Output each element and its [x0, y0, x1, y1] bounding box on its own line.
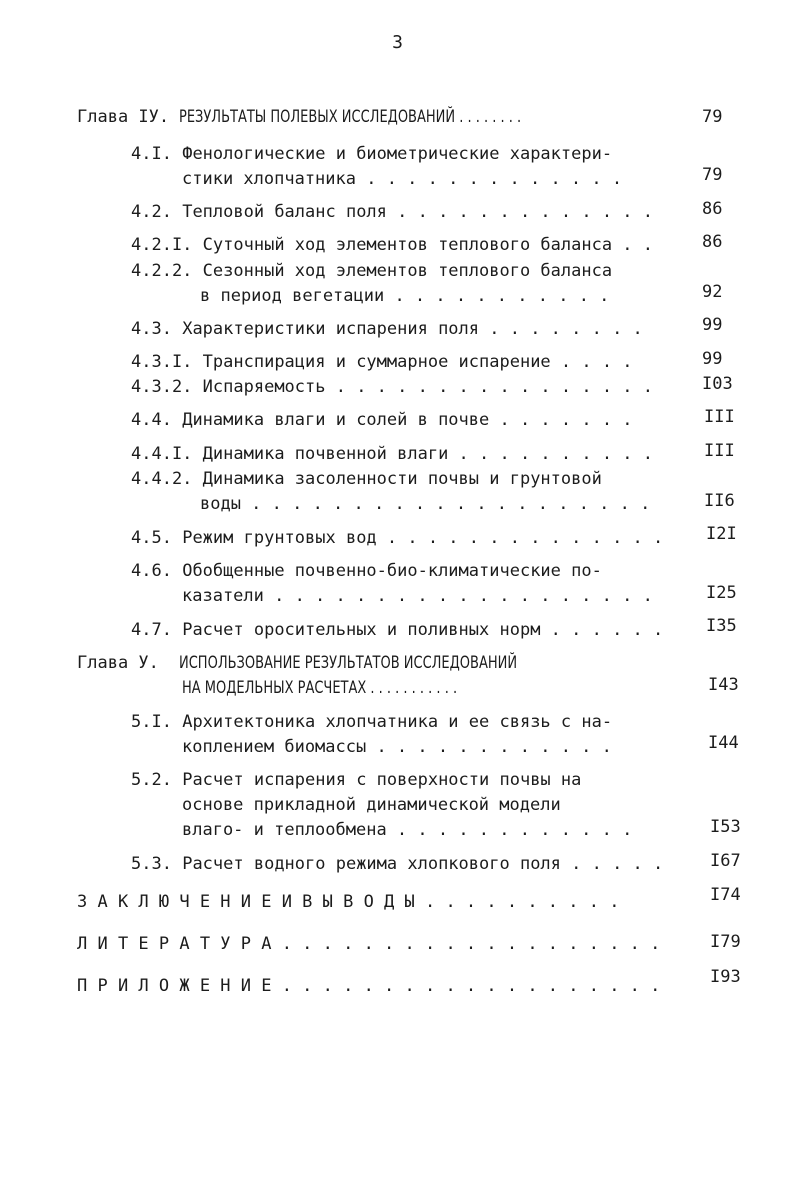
page-ref: I43 [708, 675, 739, 695]
page-ref: 99 [702, 349, 723, 369]
page-ref: I67 [710, 851, 741, 871]
toc-entry-chapter-4 [77, 106, 582, 128]
section-title-line: Режим грунтовых вод . . . . . . . . . . . . . . [182, 528, 664, 548]
page-ref: I35 [706, 616, 737, 636]
page-ref: II6 [704, 491, 735, 511]
section-number: 4.3.I. [131, 352, 193, 372]
section-title-line: Испаряемость . . . . . . . . . . . . . . . . [202, 377, 654, 397]
section-number: 4.5. [131, 528, 172, 548]
page-ref: I93 [710, 967, 741, 987]
page-ref: I53 [710, 817, 741, 837]
page-ref: 86 [702, 232, 723, 252]
section-title-line: Суточный ход элементов теплового баланса . . [202, 235, 654, 255]
section-title-line: Фенологические и биометрические характери- [182, 144, 613, 164]
section-title-line: Динамика засоленности почвы и грунтовой [202, 469, 602, 489]
chapter-title: ИСПОЛЬЗОВАНИЕ РЕЗУЛЬТАТОВ ИССЛЕДОВАНИЙ [179, 653, 518, 673]
toc-entry-literature: Л И Т Е Р А Т У Р А . . . . . . . . . . . . . . . . . . . [77, 934, 661, 954]
section-title-line: коплением биомассы . . . . . . . . . . . . [182, 737, 612, 757]
toc-entry-5-3 [131, 853, 663, 875]
section-title-line: Расчет водного режима хлопкового поля . . . . . [182, 854, 664, 874]
toc-entry-4-1 [131, 143, 612, 165]
section-title-line: Сезонный ход элементов теплового баланса [202, 261, 613, 281]
page-ref: 79 [702, 165, 723, 185]
toc-entry-4-5 [131, 527, 663, 549]
page-ref: 99 [702, 315, 723, 335]
page-ref: I74 [710, 885, 741, 905]
chapter-number: Глава У. [77, 653, 159, 673]
section-number: 4.2.2. [131, 261, 193, 281]
toc-entry-4-4-2 [131, 468, 602, 490]
section-title-line: основе прикладной динамической модели [182, 795, 561, 815]
toc-entry-4-3-2 [131, 376, 653, 398]
toc-entry-5-2 [131, 769, 581, 791]
page-ref: 79 [702, 107, 723, 127]
section-title-line: воды . . . . . . . . . . . . . . . . . . . . [200, 494, 651, 514]
section-title-line: влаго- и теплообмена . . . . . . . . . . . . [182, 820, 633, 840]
section-number: 4.4.2. [131, 469, 193, 489]
page-ref: 86 [702, 199, 723, 219]
section-title-line: Расчет оросительных и поливных норм . . . . . . [182, 620, 664, 640]
section-number: 5.2. [131, 770, 172, 790]
section-title-line: стики хлопчатника . . . . . . . . . . . . . [182, 169, 623, 189]
page-ref: I03 [702, 374, 733, 394]
toc-entry-appendix: П Р И Л О Ж Е Н И Е . . . . . . . . . . . . . . . . . . . [77, 976, 661, 996]
section-number: 5.3. [131, 854, 172, 874]
page-ref: I79 [710, 932, 741, 952]
toc-entry-5-1 [131, 711, 612, 733]
page-ref: I25 [706, 583, 737, 603]
section-number: 4.2. [131, 202, 172, 222]
toc-entry-conclusion: З А К Л Ю Ч Е Н И Е И В Ы В О Д Ы . . . . . . . . . . [77, 892, 620, 912]
page-number: 3 [392, 32, 403, 53]
section-number: 4.2.I. [131, 235, 193, 255]
page-ref: I2I [706, 524, 737, 544]
toc-entry-chapter-5 [77, 652, 577, 674]
toc-entry-4-4 [131, 409, 633, 431]
toc-entry-4-4-1 [131, 443, 653, 465]
section-title-line: Транспирация и суммарное испарение . . . . [202, 352, 633, 372]
toc-entry-4-6 [131, 560, 602, 582]
section-number: 4.7. [131, 620, 172, 640]
section-title-line: казатели . . . . . . . . . . . . . . . . . . . [182, 586, 653, 606]
page-ref: I44 [708, 733, 739, 753]
section-title-line: Архитектоника хлопчатника и ее связь с на- [182, 712, 613, 732]
section-title-line: в период вегетации . . . . . . . . . . . [200, 286, 610, 306]
section-title-line: Динамика влаги и солей в почве . . . . . . . [182, 410, 633, 430]
section-title-line: Характеристики испарения поля . . . . . . . . [182, 319, 643, 339]
section-title-line: Динамика почвенной влаги . . . . . . . . . . [202, 444, 654, 464]
section-number: 4.4. [131, 410, 172, 430]
chapter-number: Глава IУ. [77, 107, 170, 127]
toc-entry-4-3 [131, 318, 643, 340]
section-number: 4.6. [131, 561, 172, 581]
section-number: 4.3. [131, 319, 172, 339]
toc-entry-4-2-1 [131, 234, 653, 256]
toc-entry-4-7 [131, 619, 663, 641]
section-number: 5.I. [131, 712, 172, 732]
page-ref: 92 [702, 282, 723, 302]
chapter-title: РЕЗУЛЬТАТЫ ПОЛЕВЫХ ИССЛЕДОВАНИЙ . . . . . . . . [179, 107, 522, 127]
toc-entry-4-3-1 [131, 351, 633, 373]
page-ref: III [704, 407, 735, 427]
section-number: 4.I. [131, 144, 172, 164]
toc-entry-4-2-2 [131, 260, 612, 282]
toc-entry-4-2 [131, 201, 653, 223]
page-ref: III [704, 441, 735, 461]
section-title-line: Тепловой баланс поля . . . . . . . . . . . . . [182, 202, 654, 222]
section-title-line: Обобщенные почвенно-био-климатические по- [182, 561, 602, 581]
chapter-title: НА МОДЕЛЬНЫХ РАСЧЕТАХ . . . . . . . . . . . [182, 678, 458, 698]
section-title-line: Расчет испарения с поверхности почвы на [182, 770, 582, 790]
section-number: 4.4.I. [131, 444, 193, 464]
section-number: 4.3.2. [131, 377, 193, 397]
